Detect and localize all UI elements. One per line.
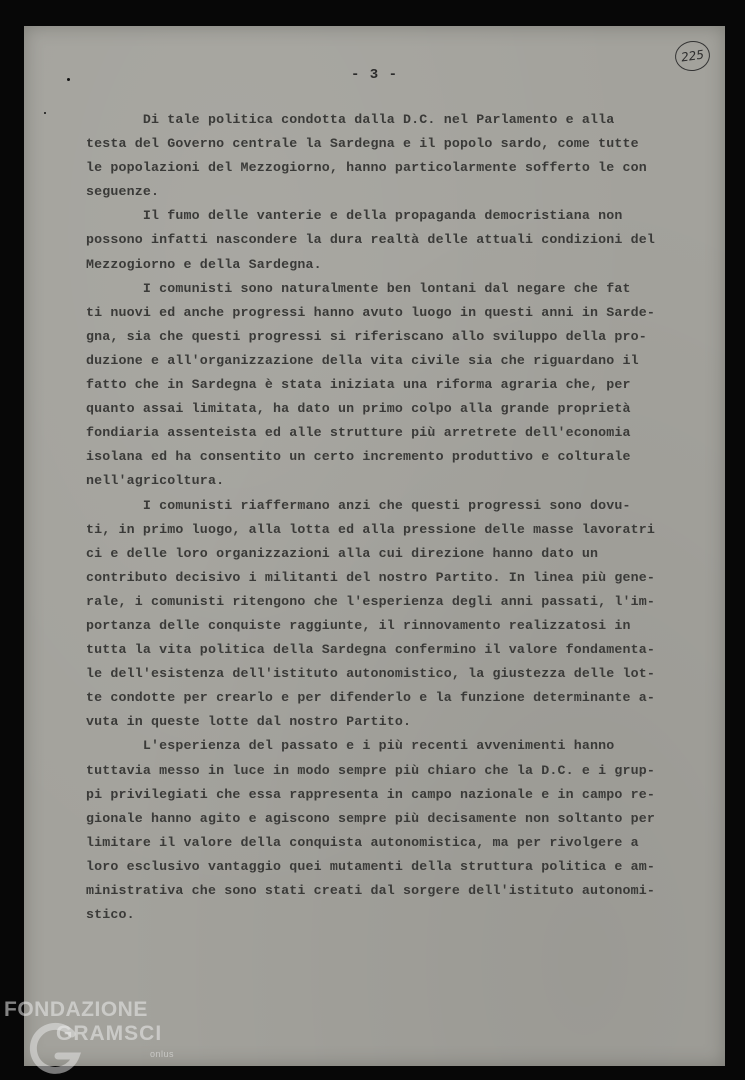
text-line: gna, sia che questi progressi si riferiscano allo sviluppo della pro- — [86, 328, 647, 344]
text-line: loro esclusivo vantaggio quei mutamenti della struttura politica e am- — [86, 858, 656, 874]
text-line: L'esperienza del passato e i più recenti avvenimenti hanno — [86, 738, 615, 754]
watermark-subtitle: onlus — [150, 1049, 175, 1059]
text-line: seguenze. — [86, 184, 160, 200]
text-line: ministrativa che sono stati creati dal sorgere dell'istituto autonomi- — [86, 883, 656, 898]
text-line: possono infatti nascondere la dura realtà delle attuali condizioni del — [86, 232, 656, 248]
text-line: tutta la vita politica della Sardegna confermino il valore fondamenta- — [86, 642, 656, 658]
page-number: - 3 - — [350, 67, 398, 83]
ink-speck — [44, 112, 46, 114]
text-line: rale, i comunisti ritengono che l'esperienza degli anni passati, l'im- — [86, 593, 656, 609]
text-line: ti, in primo luogo, alla lotta ed alla pressione delle masse lavoratri — [86, 521, 656, 537]
text-line: testa del Governo centrale la Sardegna e il popolo sardo, come tutte — [86, 136, 639, 152]
text-line: ci e delle loro organizzazioni alla cui direzione hanno dato un — [86, 545, 599, 561]
text-line: te condotte per crearlo e per difenderlo e la funzione determinante a- — [86, 690, 656, 706]
text-line: vuta in queste lotte dal nostro Partito. — [86, 714, 412, 730]
text-line: fatto che in Sardegna è stata iniziata una riforma agraria che, per — [86, 377, 631, 393]
text-line: contributo decisivo i militanti del nostro Partito. In linea più gene- — [86, 569, 656, 585]
text-line: I comunisti sono naturalmente ben lontani dal negare che fat — [86, 280, 631, 296]
document-page — [24, 26, 725, 1066]
text-line: isolana ed ha consentito un certo incremento produttivo e colturale — [86, 449, 631, 465]
text-line: limitare il valore della conquista autonomistica, ma per rivolgere a — [86, 834, 639, 850]
text-line: nell'agricoltura. — [86, 473, 225, 489]
text-line: Il fumo delle vanterie e della propaganda democristiana non — [86, 208, 623, 224]
text-line: fondiaria assenteista ed alle strutture più arretrete dell'economia — [86, 425, 631, 441]
text-line: gionale hanno agito e agiscono sempre più decisamente non soltanto per — [86, 810, 656, 826]
text-line: le dell'esistenza dell'istituto autonomistico, la giustezza delle lot- — [86, 666, 656, 682]
archive-page-stamp: 225 — [673, 39, 712, 74]
watermark-line-1: FONDAZIONE — [4, 998, 148, 1021]
text-line: stico. — [86, 907, 135, 923]
text-line: tuttavia messo in luce in modo sempre più chiaro che la D.C. e i grup- — [86, 762, 656, 778]
watermark-line-2: GRAMSCI — [56, 1022, 163, 1045]
text-line: quanto assai limitata, ha dato un primo colpo alla grande proprietà — [86, 401, 631, 417]
fondazione-gramsci-watermark — [4, 998, 194, 1078]
text-line: le popolazioni del Mezzogiorno, hanno particolarmente sofferto le con — [86, 160, 647, 176]
text-line: portanza delle conquiste raggiunte, il rinnovamento realizzatosi in — [86, 617, 631, 633]
typewritten-body — [86, 108, 706, 927]
text-line: pi privilegiati che essa rappresenta in campo nazionale e in campo re- — [86, 786, 656, 802]
text-line: ti nuovi ed anche progressi hanno avuto luogo in questi anni in Sarde- — [86, 304, 656, 320]
text-line: Mezzogiorno e della Sardegna. — [86, 256, 322, 272]
text-line: I comunisti riaffermano anzi che questi progressi sono dovu- — [86, 497, 631, 513]
text-line: Di tale politica condotta dalla D.C. nel Parlamento e alla — [86, 112, 615, 127]
text-line: duzione e all'organizzazione della vita civile sia che riguardano il — [86, 352, 639, 368]
